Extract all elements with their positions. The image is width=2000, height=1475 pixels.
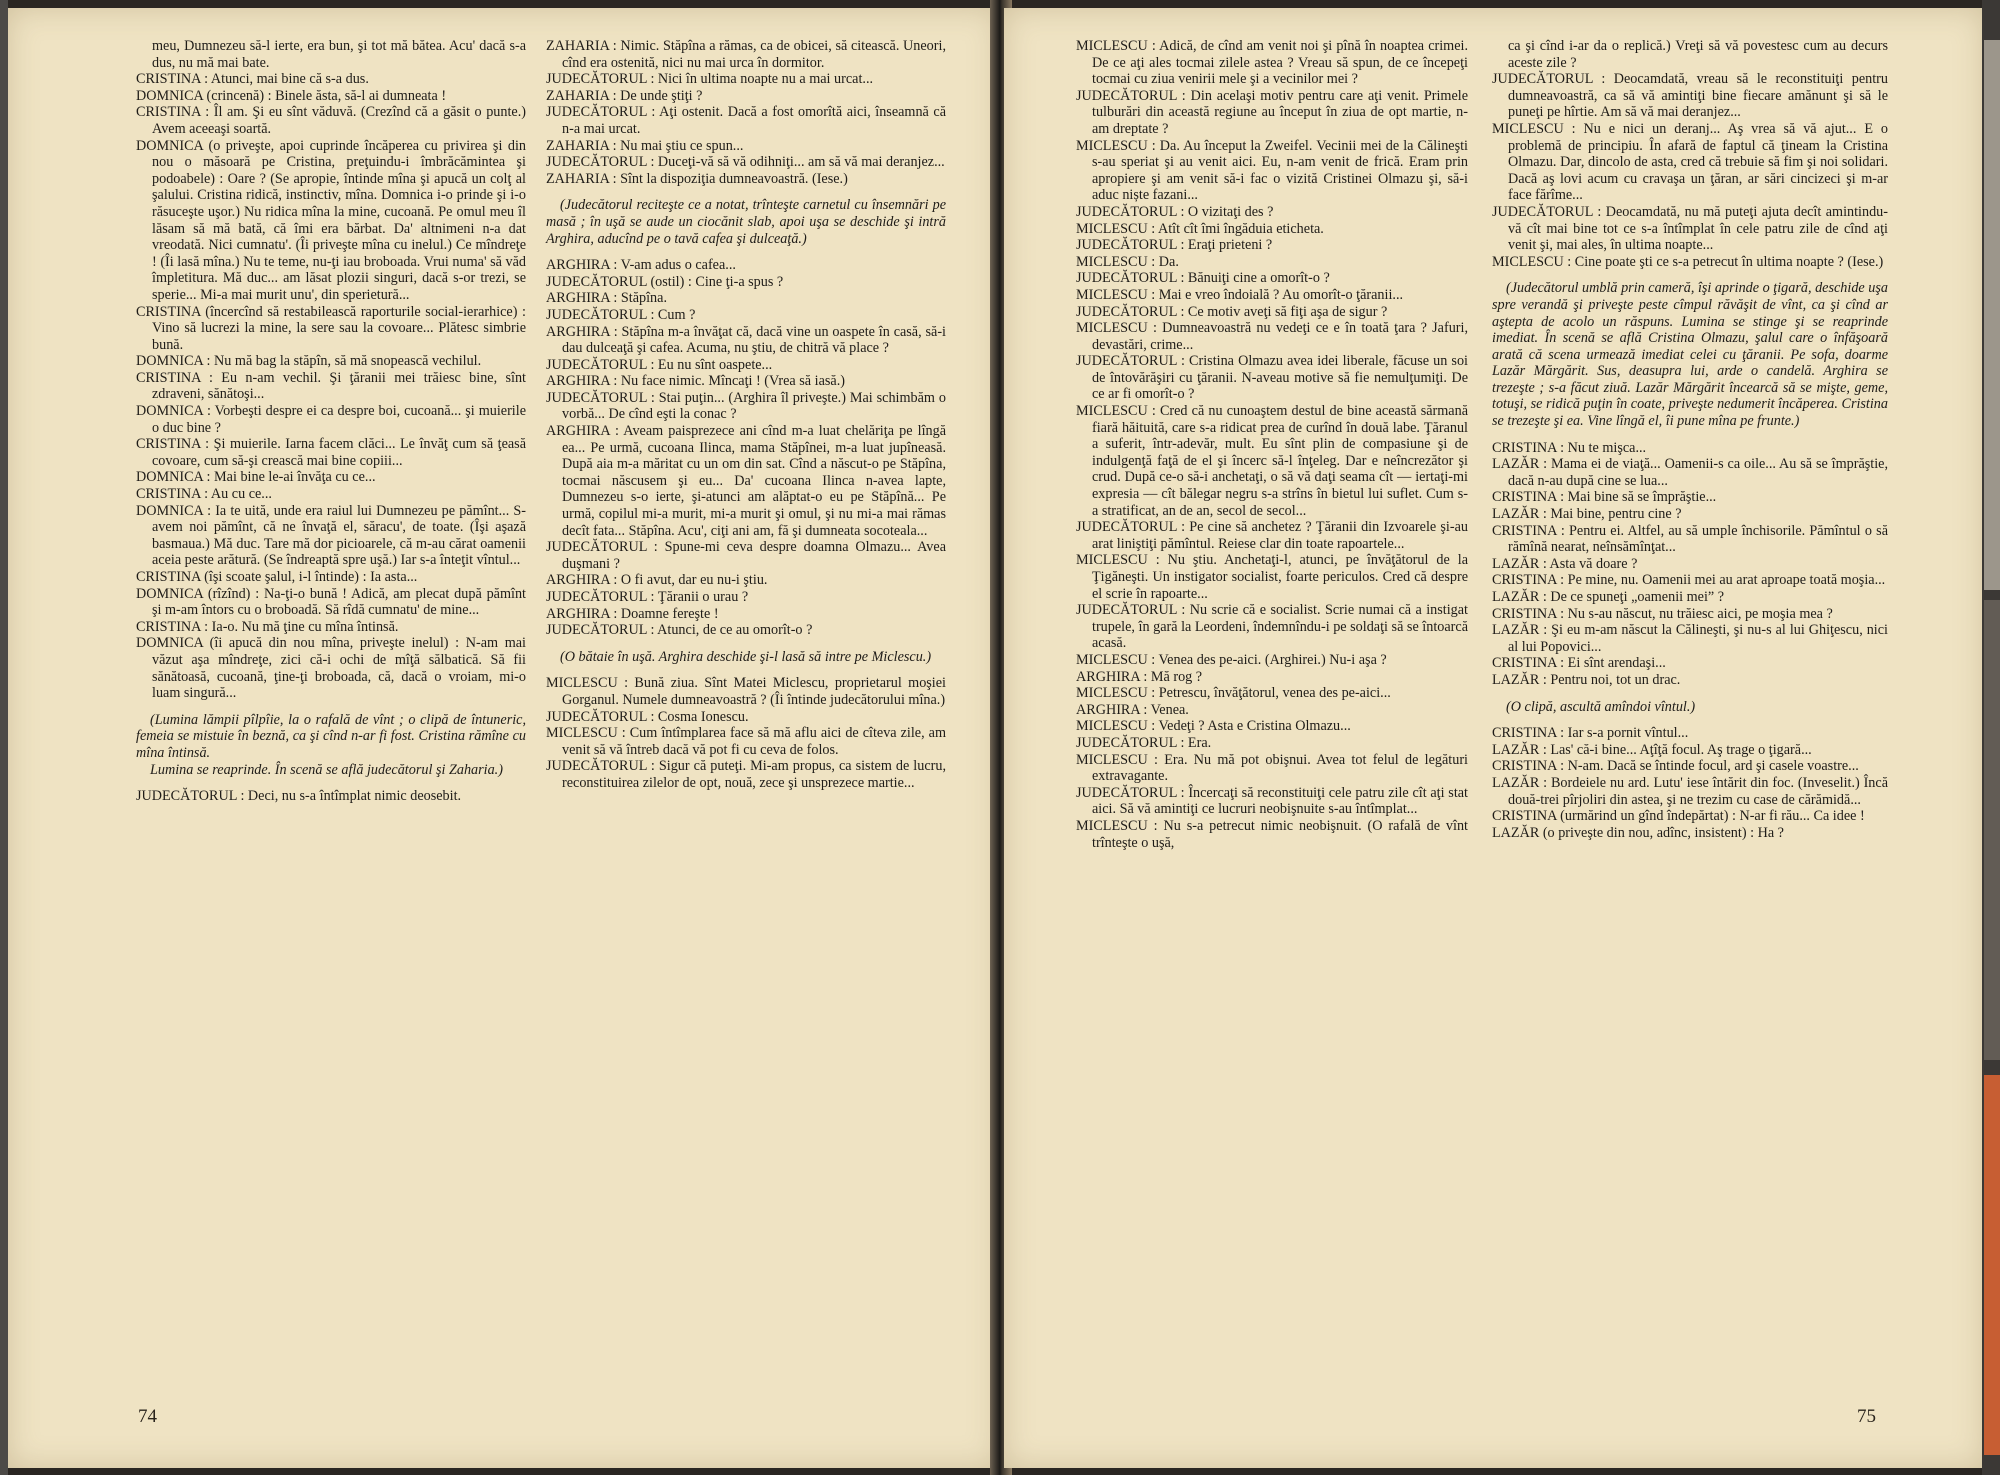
dialogue-line: JUDECĂTORUL : Încercaţi să reconstituiţi cele patru zile cît aţi stat aici. Să vă amintiţi ce lucruri neobişnuite s-au întîmplat... [1076, 784, 1468, 818]
dialogue-line: ARGHIRA : V-am adus o cafea... [546, 257, 736, 274]
dialogue-line: JUDECĂTORUL : Bănuiţi cine a omorît-o ? [1076, 270, 1330, 287]
dialogue-line: CRISTINA : Ei sînt arendaşi... [1492, 655, 1666, 672]
dialogue-line: LAZĂR : Pentru noi, tot un drac. [1492, 671, 1681, 688]
dialogue-line: DOMNICA (crincenă) : Binele ăsta, să-l ai dumneata ! [136, 87, 447, 104]
dialogue-line: MICLESCU : Da. [1076, 253, 1179, 270]
dialogue-line: JUDECĂTORUL : Deocamdată, vreau să le reconstituiţi pentru dumneavoastră, ca să vă amintiţi bine fiecare amănunt şi să le puneţi pe hîrtie. Am să vă mai deranjez... [1492, 71, 1888, 121]
dialogue-line: MICLESCU : Cine poate şti ce s-a petrecut în ultima noapte ? (Iese.) [1492, 253, 1884, 270]
dialogue-continuation: meu, Dumnezeu să-l ierte, era bun, şi tot mă bătea. Acu' dacă s-a dus, nu mă mai bate. [152, 38, 526, 71]
dialogue-line: JUDECĂTORUL : Cum ? [546, 306, 696, 323]
stage-direction: (O bătaie în uşă. Arghira deschide şi-l lasă să intre pe Miclescu.) [560, 648, 932, 665]
dialogue-line: JUDECĂTORUL : Nu scrie că e socialist. Scrie numai că a instigat trupele, în gară la Leordeni, îndemnîndu-i pe soldaţi să se întoarcă acasă. [1076, 602, 1468, 652]
dialogue-line: ZAHARIA : Sînt la dispoziţia dumneavoastră. (Iese.) [546, 170, 848, 187]
right-column-2 [1492, 38, 1888, 841]
dialogue-line: MICLESCU : Dumneavoastră nu vedeţi ce e în toată ţara ? Jafuri, devastări, crime... [1076, 320, 1468, 353]
dialogue-line: MICLESCU : Cum întîmplarea face să mă aflu aici de cîteva zile, am venit să vă întreb dacă vă pot fi cu ceva de folos. [546, 725, 946, 758]
dialogue-line: CRISTINA : Iar s-a pornit vîntul... [1492, 725, 1689, 742]
dialogue-line: MICLESCU : Nu e nici un deranj... Aş vrea să vă ajut... E o problemă de principiu. În afară de faptul că ţineam la Cristina Olmazu. Dar, dincolo de asta, cred că trebuie să fim şi noi solidari. Dacă aş lovi acum cu cravaşa un ţăran, ar sări cincizeci şi m-ar face fărîme... [1492, 120, 1888, 204]
dialogue-line: ARGHIRA : Doamne fereşte ! [546, 605, 719, 622]
dialogue-line: MICLESCU : Cred că nu cunoaştem destul de bine această sărmană fiară hăituită, care s-a ridicat prea de curînd în două labe. Ţăranul a suferit, într-adevăr, mult. Eu sînt plin de compasiune şi de indulgenţă faţă de el şi încerc să-l înţeleg. Dar e neîncrezător şi crud. După ce-o să-i anchetaţi, o să vă daţi seama cît — iertaţi-mi expresia — cît bălegar negru s-a strîns în bietul lui suflet. Cum s-a stratificat, an de an, secol de secol... [1076, 403, 1468, 519]
dialogue-line: CRISTINA (îşi scoate şalul, i-l întinde) : Ia asta... [136, 569, 418, 585]
dialogue-line: JUDECĂTORUL : Pe cine să anchetez ? Ţăranii din Izvoarele şi-au arat liniştiţi pămîntul. Reiese clar din toate rapoartele... [1076, 519, 1468, 552]
dialogue-line: JUDECĂTORUL (ostil) : Cine ţi-a spus ? [546, 273, 784, 290]
dialogue-line: MICLESCU : Era. Nu mă pot obişnui. Avea tot felul de legături extravagante. [1076, 751, 1468, 785]
dialogue-line: MICLESCU : Da. Au început la Zweifel. Vecinii mei de la Călineşti s-au speriat şi au venit aici. Eu, n-am venit de frică. Eram prin apropiere şi am venit să-i fac o vizită Cristinei Olmazu şi, să-i aduc niște fazani... [1076, 137, 1468, 204]
dialogue-line: LAZĂR (o priveşte din nou, adînc, insistent) : Ha ? [1492, 824, 1784, 841]
left-column-2 [546, 38, 946, 792]
dialogue-line: CRISTINA : Pe mine, nu. Oamenii mei au arat aproape toată moşia... [1492, 572, 1886, 589]
dialogue-line: MICLESCU : Mai e vreo îndoială ? Au omorît-o ţăranii... [1076, 286, 1404, 303]
dialogue-line: JUDECĂTORUL : Ce motiv aveţi să fiţi aşa de sigur ? [1076, 303, 1388, 320]
page-right [1004, 8, 1984, 1468]
dialogue-line: DOMNICA : Nu mă bag la stăpîn, să mă snopească vechilul. [136, 353, 482, 370]
dialogue-line: CRISTINA : Nu te mişca... [1492, 439, 1647, 456]
edge-tab-dark [1984, 600, 2000, 1060]
page-edge-tabs [1982, 0, 2000, 1475]
dialogue-line: CRISTINA (urmărind un gînd îndepărtat) : N-ar fi rău... Ca idee ! [1492, 808, 1865, 825]
dialogue-line: ZAHARIA : Nu mai ştiu ce spun... [546, 137, 744, 154]
dialogue-line: ARGHIRA : O fi avut, dar eu nu-i ştiu. [546, 572, 768, 589]
dialogue-line: DOMNICA : Vorbeşti despre ei ca despre boi, cucoană... şi muierile o duc bine ? [136, 403, 526, 436]
dialogue-line: DOMNICA : Ia te uită, unde era raiul lui Dumnezeu pe pămînt... S-avem noi pămînt, că ne învaţă el, săracu', de toate. (Îşi aşază basmaua.) Mă duc. Tare mă dor picioarele, că m-au cărat oamenii aceia peste arătură. (Se îndreaptă spre uşă.) Iar s-a înteţit vîntul... [136, 502, 526, 569]
dialogue-line: MICLESCU : Venea des pe-aici. (Arghirei.) Nu-i aşa ? [1076, 651, 1387, 668]
dialogue-line: DOMNICA (rîzînd) : Na-ţi-o bună ! Adică, am plecat după pămînt şi m-am întors cu o broboadă. Să rîdă cumnatu' de mine... [136, 585, 526, 619]
dialogue-line: CRISTINA : Şi muierile. Iarna facem clăci... Le învăţ cum să ţeasă covoare, cum să-şi crească mai bine copiii... [136, 436, 526, 469]
page-number-right: 75 [1857, 1406, 1876, 1427]
dialogue-line: ARGHIRA : Stăpîna. [546, 290, 667, 307]
left-column-1 [136, 38, 526, 805]
dialogue-continuation: ca şi cînd i-ar da o replică.) Vreţi să vă povestesc cum au decurs aceste zile ? [1508, 38, 1888, 71]
book-edge-left [0, 0, 8, 1475]
edge-tab-gray [1984, 40, 2000, 590]
dialogue-line: CRISTINA : Nu s-au născut, nu trăiesc aici, pe moşia mea ? [1492, 605, 1833, 622]
dialogue-line: CRISTINA : Pentru ei. Altfel, au să umple închisorile. Pămîntul o să rămînă nearat, neînsămînţat... [1492, 522, 1888, 556]
dialogue-line: JUDECĂTORUL : Aţi ostenit. Dacă a fost omorîtă aici, înseamnă că n-a mai urcat. [546, 104, 946, 137]
stage-direction: (O clipă, ascultă amîndoi vîntul.) [1506, 698, 1696, 715]
dialogue-line: ARGHIRA : Nu face nimic. Mîncaţi ! (Vrea să iasă.) [546, 373, 845, 390]
dialogue-line: MICLESCU : Adică, de cînd am venit noi şi pînă în noaptea crimei. De ce aţi ales tocmai zilele astea ? Vreau să spun, de ce începeţi tocmai cu ziua venirii mele şi a vecinilor mei ? [1076, 38, 1468, 88]
dialogue-line: JUDECĂTORUL : Sigur că puteţi. Mi-am propus, ca sistem de lucru, reconstituirea zilelor de opt, nouă, zece şi unsprezece martie... [546, 758, 946, 791]
dialogue-line: JUDECĂTORUL : Spune-mi ceva despre doamna Olmazu... Avea duşmani ? [546, 539, 946, 572]
edge-tab-red [1984, 1075, 2000, 1455]
dialogue-line: MICLESCU : Petrescu, învăţătorul, venea des pe-aici... [1076, 685, 1391, 702]
dialogue-line: JUDECĂTORUL : Cosma Ionescu. [546, 708, 749, 725]
dialogue-line: DOMNICA : Mai bine le-ai învăţa cu ce... [136, 469, 376, 486]
dialogue-line: LAZĂR : De ce spuneţi „oamenii mei” ? [1492, 589, 1725, 605]
stage-direction: (Judecătorul reciteşte ce a notat, trînteşte carnetul cu însemnări pe masă ; în uşă se aude un ciocănit slab, apoi uşa se deschide şi intră Arghira, aducînd pe o tavă cafea şi dulceaţă.) [546, 197, 946, 247]
dialogue-line: MICLESCU : Bună ziua. Sînt Matei Miclescu, proprietarul moşiei Gorganul. Numele dumneavoastră ? (Îi întinde judecătorului mîna.) [546, 675, 946, 708]
dialogue-line: JUDECĂTORUL : Atunci, de ce au omorît-o ? [546, 622, 813, 639]
dialogue-line: JUDECĂTORUL : Stai puţin... (Arghira îl priveşte.) Mai schimbăm o vorbă... De cînd eşti la conac ? [546, 389, 946, 423]
dialogue-line: CRISTINA : Au cu ce... [136, 486, 272, 503]
dialogue-line: CRISTINA : Îl am. Şi eu sînt văduvă. (Crezînd că a găsit o punte.) Avem aceeaşi soartă. [136, 104, 526, 137]
dialogue-line: LAZĂR : Bordeiele nu ard. Lutu' iese întărit din foc. (Inveselit.) Încă două-trei pîrjoliri din astea, şi ne trezim cu case de cărămidă... [1492, 774, 1888, 808]
dialogue-line: JUDECĂTORUL : Nici în ultima noapte nu a mai urcat... [546, 71, 874, 88]
dialogue-line: JUDECĂTORUL : Cristina Olmazu avea idei liberale, făcuse un soi de întovărăşiri cu ţăranii. N-aveau motive să fie nemulţumiţi. De ce ar fi omorît-o ? [1076, 353, 1468, 403]
dialogue-line: MICLESCU : Vedeţi ? Asta e Cristina Olmazu... [1076, 718, 1351, 735]
stage-direction: Lumina se reaprinde. În scenă se află judecătorul şi Zaharia.) [150, 761, 503, 778]
dialogue-line: LAZĂR : Asta vă doare ? [1492, 555, 1638, 572]
dialogue-line: CRISTINA : Mai bine să se împrăştie... [1492, 489, 1717, 506]
dialogue-line: ARGHIRA : Mă rog ? [1076, 668, 1203, 685]
page-number-left: 74 [138, 1406, 157, 1427]
dialogue-line: CRISTINA : Eu n-am vechil. Şi ţăranii mei trăiesc bine, sînt zdraveni, sănătoşi... [136, 369, 526, 403]
dialogue-line: JUDECĂTORUL : Din acelaşi motiv pentru care aţi venit. Primele tulburări din această regiune au început în ziua de opt martie, n-am dreptate ? [1076, 87, 1468, 137]
dialogue-line: JUDECĂTORUL : Duceţi-vă să vă odihniţi... am să vă mai deranjez... [546, 154, 945, 171]
right-column-1 [1076, 38, 1468, 851]
dialogue-line: ZAHARIA : Nimic. Stăpîna a rămas, ca de obicei, să citească. Uneori, cînd era ostenită, nici nu mai urca în dormitor. [546, 38, 946, 71]
stage-direction: (Judecătorul umblă prin cameră, îşi aprinde o ţigară, deschide uşa spre verandă şi priveşte peste cîmpul răvăşit de vînt, ca şi cînd ar aştepta de acolo un răspuns. Lumina se stinge şi se reaprinde imediat. În scenă se află Cristina Olmazu, şalul care o înfăşoară arată că scena urmează imediat celei cu ţăranii. Pe sofa, doarme Lazăr Mărgărit. Sus, deasupra lui, arde o candelă. Arghira se trezeşte ; s-a făcut ziuă. Lazăr Mărgărit încearcă să se mişte, geme, totuşi, se ridică puţin în coate, priveşte nedumerit încăperea. Cristina se trezeşte şi ea. Vine lîngă el, îi pune mîna pe frunte.) [1492, 280, 1888, 430]
stage-direction: (Lumina lămpii pîlpîie, la o rafală de vînt ; o clipă de întuneric, femeia se mistuie în beznă, ca şi cînd n-ar fi fost. Cristina rămîne cu mîna întinsă. [136, 711, 526, 761]
dialogue-line: LAZĂR : Mama ei de viaţă... Oamenii-s ca oile... Au să se împrăştie, dacă n-au după cine se lua... [1492, 456, 1888, 489]
dialogue-line: JUDECĂTORUL : Deocamdată, nu mă puteţi ajuta decît amintindu-vă cît mai bine tot ce s-a întîmplat în cele patru zile de cînd aţi venit şi, mai ales, în ultima noapte... [1492, 203, 1888, 254]
dialogue-line: CRISTINA : Atunci, mai bine că s-a dus. [136, 71, 369, 88]
dialogue-line: MICLESCU : Atît cît îmi îngăduia eticheta. [1076, 220, 1324, 237]
page-left [8, 8, 998, 1468]
dialogue-line: JUDECĂTORUL : O vizitaţi des ? [1076, 203, 1274, 220]
dialogue-line: MICLESCU : Nu ştiu. Anchetaţi-l, atunci, pe învăţătorul de la Ţigăneşti. Un instigator socialist, foarte periculos. Cred că despre el scrie în rapoarte... [1076, 552, 1468, 602]
dialogue-line: CRISTINA (încercînd să restabilească raporturile social-ierarhice) : Vino să lucrezi la mine, la sere sau la covoare... Plătesc simbrie bună. [136, 303, 526, 353]
dialogue-line: ARGHIRA : Stăpîna m-a învăţat că, dacă vine un oaspete în casă, să-i dau dulceaţă şi cafea. Acuma, nu ştiu, de chitră vă place ? [546, 323, 946, 357]
dialogue-line: CRISTINA : Ia-o. Nu mă ţine cu mîna întinsă. [136, 618, 399, 635]
dialogue-line: LAZĂR : Las' că-i bine... Aţîţă focul. Aş trage o ţigară... [1492, 741, 1812, 758]
dialogue-line: LAZĂR : Şi eu m-am născut la Călineşti, şi nu-s al lui Ghiţescu, nici al lui Popovici... [1492, 622, 1888, 655]
dialogue-line: ARGHIRA : Venea. [1076, 701, 1189, 718]
dialogue-line: JUDECĂTORUL : Eraţi prieteni ? [1076, 237, 1273, 254]
dialogue-line: JUDECĂTORUL : Era. [1076, 734, 1212, 751]
dialogue-line: LAZĂR : Mai bine, pentru cine ? [1492, 506, 1682, 523]
dialogue-line: CRISTINA : N-am. Dacă se întinde focul, ard şi casele voastre... [1492, 758, 1859, 775]
dialogue-line: DOMNICA (îi apucă din nou mîna, priveşte inelul) : N-am mai văzut aşa mîndreţe, zici că-i ochi de mîţă sălbatică. Să fii sănătoasă, cucoană, ţine-ţi broboada, că, dacă o vroiam, mi-o luam singură... [136, 635, 526, 702]
dialogue-line: DOMNICA (o priveşte, apoi cuprinde încăperea cu privirea şi din nou o măsoară pe Cristina, preţuindu-i îmbrăcămintea şi podoabele) : Oare ? (Se apropie, întinde mîna şi apucă un colţ al şalului. Cristina ridică, instinctiv, mîna. Domnica i-o prinde şi i-o răsuceşte uşor.) Nu ridica mîna la mine, cucoană. Pe omul meu îl lăsam să mă bată, că îmi era bărbat. Da' altnimeni n-a dat vreodată. Nici cumnatu'. (Îi priveşte mîna cu inelul.) Ce mîndreţe ! (Îi lasă mîna.) Nu te teme, nu-ţi iau broboada. Vrui numa' să văd împletitura. Mă duc... am lăsat plozii singuri, dacă s-or trezi, se sperie... Mi-a mai murit unu', din sperietură... [136, 137, 526, 303]
dialogue-line: JUDECĂTORUL : Deci, nu s-a întîmplat nimic deosebit. [136, 788, 462, 805]
dialogue-line: ZAHARIA : De unde ştiţi ? [546, 87, 703, 104]
dialogue-line: MICLESCU : Nu s-a petrecut nimic neobişnuit. (O rafală de vînt trînteşte o uşă, [1076, 817, 1468, 851]
dialogue-line: JUDECĂTORUL : Ţăranii o urau ? [546, 589, 749, 605]
dialogue-line: ARGHIRA : Aveam paisprezece ani cînd m-a luat chelăriţa pe lîngă ea... Pe urmă, cucoana Ilinca, mama Stăpînei, m-a luat jupîneasă. După aia m-a măritat cu un om din sat. Cînd a născut-o pe Stăpîna, tocmai născusem şi eu... Da' cucoana Ilinca n-avea lapte, Dumnezeu s-o ierte, şi-atunci am alăptat-o eu pe Stăpînă... Pe urmă, copilul mi-a murit, mi-a murit şi omul, şi nu mi-a mai rămas decît fata... Stăpîna. Acu', ciţi ani am, fă şi dumneata socoteala... [546, 423, 946, 539]
dialogue-line: JUDECĂTORUL : Eu nu sînt oaspete... [546, 356, 773, 373]
